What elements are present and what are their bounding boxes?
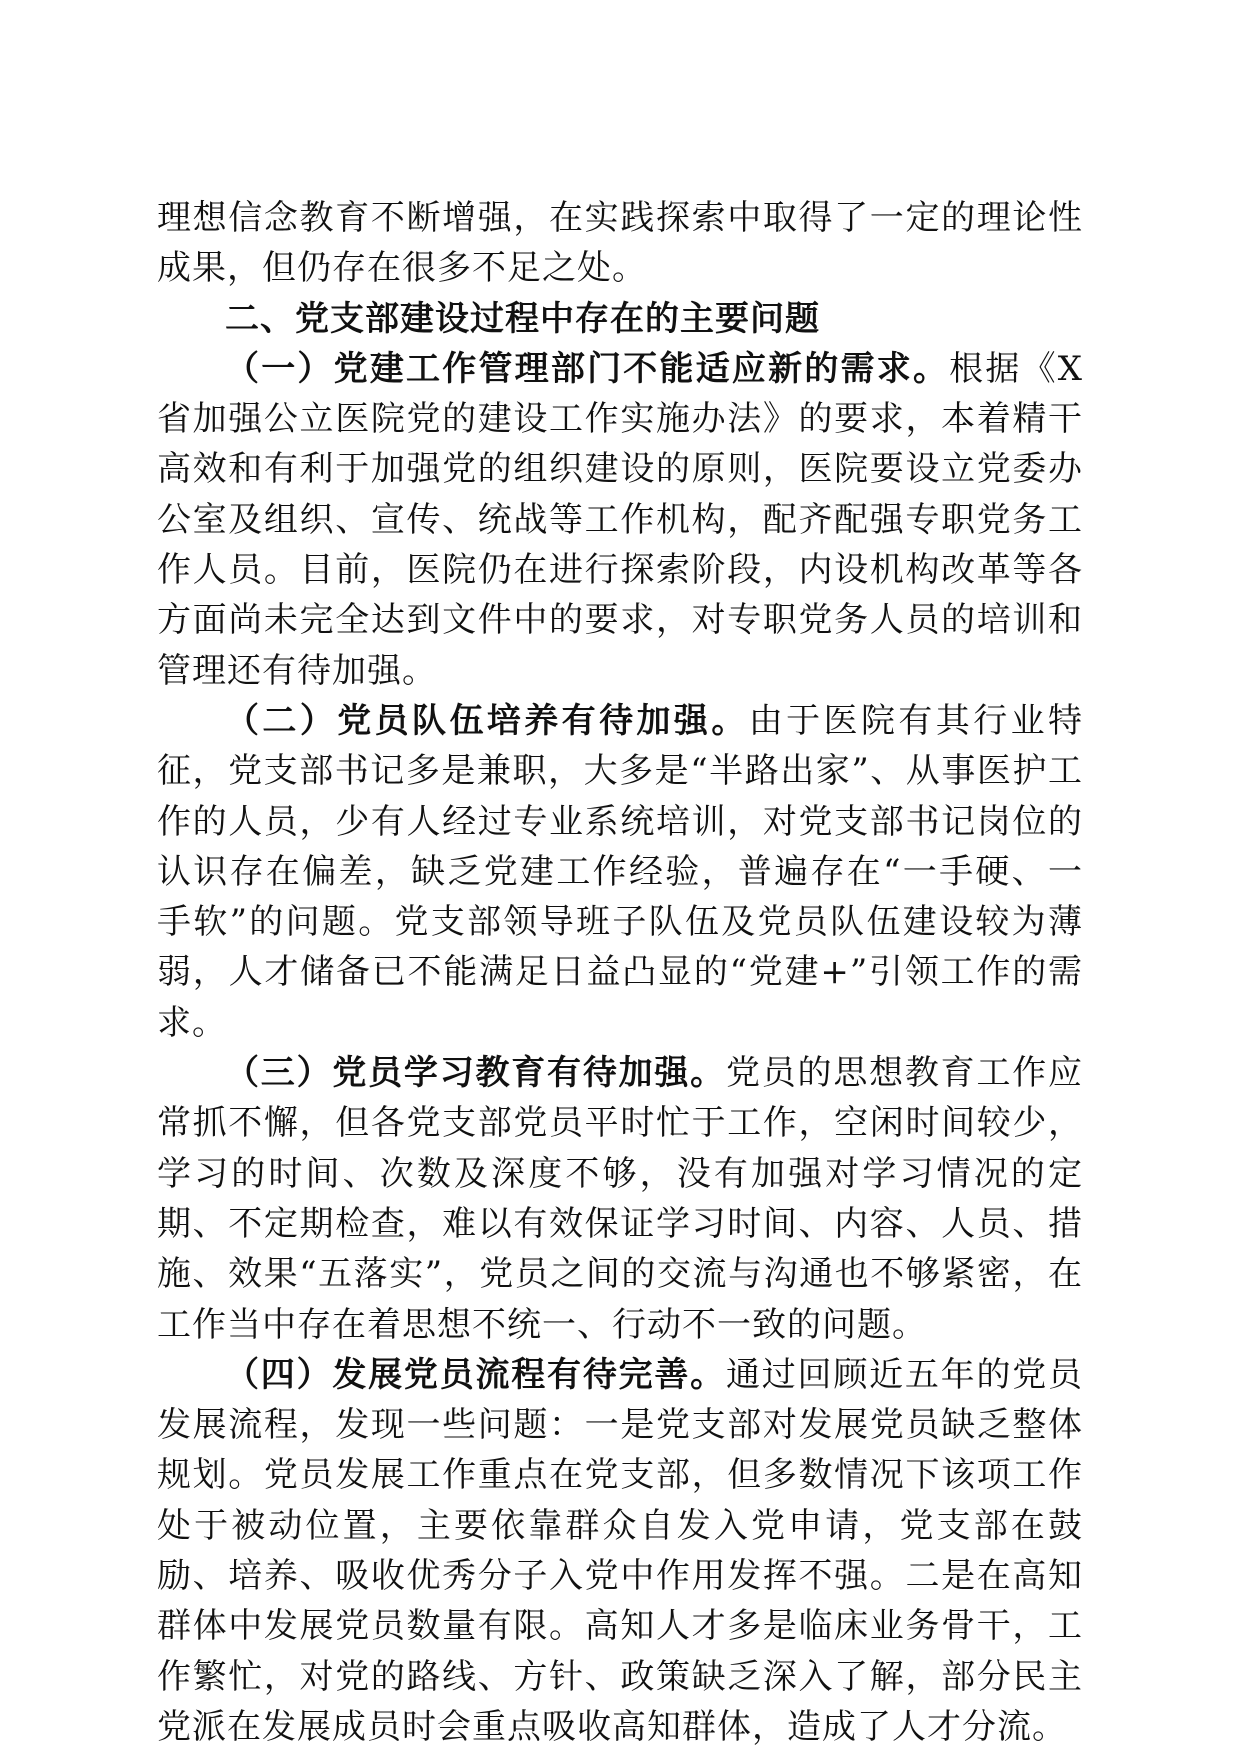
intro-paragraph: 理想信念教育不断增强，在实践探索中取得了一定的理论性成果，但仍存在很多不足之处。 [157,198,1083,289]
issue-body-2: 由于医院有其行业特征，党支部书记多是兼职，大多是“半路出家”、从事医护工作的人员，少有人经过专业系统培训，对党支部书记岗位的认识存在偏差，缺乏党建工作经验，普遍存在“一手硬、一手软”的问题。党支部领导班子队伍及党员队伍建设较为薄弱，人才储备已不能满足日益凸显的“党建+”引领工作的需求。 [157,700,1084,1043]
issue-body-3: 党员的思想教育工作应常抓不懈，但各党支部党员平时忙于工作，空闲时间较少，学习的时间、次数及深度不够，没有加强对学习情况的定期、不定期检查，难以有效保证学习时间、内容、人员、措施、效果“五落实”，党员之间的交流与沟通也不够紧密，在工作当中存在着思想不统一、行动不一致的问题。 [157,1053,1084,1345]
section-heading: 二、党支部建设过程中存在的主要问题 [225,298,820,339]
issue-paragraph-2 [157,696,1083,1048]
issue-paragraph-1 [157,344,1083,696]
issue-title-1: （一）党建工作管理部门不能适应新的需求。 [225,348,950,389]
issue-body-4: 通过回顾近五年的党员发展流程，发现一些问题：一是党支部对发展党员缺乏整体规划。党员发展工作重点在党支部，但多数情况下该项工作处于被动位置，主要依靠群众自发入党申请，党支部在鼓励、培养、吸收优秀分子入党中作用发挥不强。二是在高知群体中发展党员数量有限。高知人才多是临床业务骨干，工作繁忙，对党的路线、方针、政策缺乏深入了解，部分民主党派在发展成员时会重点吸收高知群体，造成了人才分流。 [157,1354,1084,1747]
issue-body-1: 根据《X省加强公立医院党的建设工作实施办法》的要求，本着精干高效和有利于加强党的组织建设的原则，医院要设立党委办公室及组织、宣传、统战等工作机构，配齐配强专职党务工作人员。目前，医院仍在进行探索阶段，内设机构改革等各方面尚未完全达到文件中的要求，对专职党务人员的培训和管理还有待加强。 [157,348,1083,691]
issue-paragraph-3 [157,1048,1083,1350]
issue-title-4: （四）发展党员流程有待完善。 [225,1354,726,1395]
issue-title-3: （三）党员学习教育有待加强。 [225,1053,726,1094]
issue-title-2: （二）党员队伍培养有待加强。 [225,700,749,741]
issue-paragraph-4 [157,1350,1083,1752]
document-page [157,193,1083,1752]
